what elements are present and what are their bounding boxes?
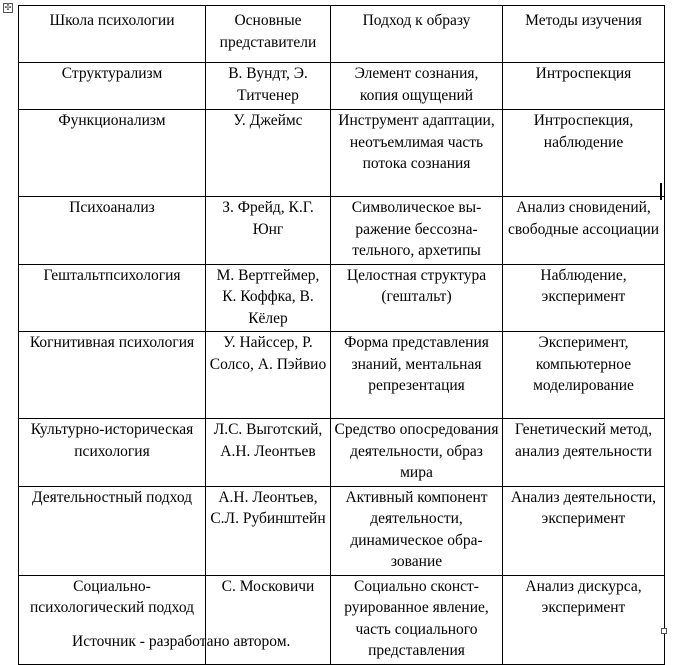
cell-image-approach[interactable]: Целостная структура (гештальт) bbox=[331, 264, 503, 332]
cell-school[interactable]: Гештальтпсихология bbox=[19, 264, 206, 332]
cell-methods[interactable]: Анализ дискурса, эксперимент bbox=[503, 575, 665, 664]
table-row bbox=[19, 110, 665, 197]
cell-image-approach[interactable]: Элемент сознания, копия ощущений bbox=[331, 63, 503, 110]
table-row bbox=[19, 332, 665, 419]
text-cursor bbox=[660, 183, 662, 200]
cell-school[interactable]: Культурно-историческая психология bbox=[19, 419, 206, 487]
cell-representatives[interactable]: С. Московичи bbox=[206, 575, 331, 664]
cell-methods[interactable]: Интроспекция, наблюдение bbox=[503, 110, 665, 197]
cell-methods[interactable]: Наблюдение, эксперимент bbox=[503, 264, 665, 332]
cell-image-approach[interactable]: Активный компонент деятельности, динамическое образование bbox=[331, 486, 503, 575]
cell-image-approach[interactable]: Инструмент адаптации, неотъемлимая часть потока сознания bbox=[331, 110, 503, 197]
table-header-row bbox=[19, 6, 665, 63]
table-move-handle-icon[interactable]: ✣ bbox=[4, 3, 12, 12]
header-image-approach[interactable]: Подход к образу bbox=[331, 6, 503, 63]
table-row bbox=[19, 419, 665, 487]
psychology-schools-table bbox=[18, 5, 665, 665]
cell-image-approach[interactable]: Форма представления знаний, ментальная репрезентация bbox=[331, 332, 503, 419]
cell-representatives[interactable]: А.Н. Леонтьев, С.Л. Рубинштейн bbox=[206, 486, 331, 575]
cell-school[interactable]: Деятельностный подход bbox=[19, 486, 206, 575]
table-resize-handle[interactable] bbox=[661, 628, 667, 634]
cell-methods[interactable]: Генетический метод, анализ деятельности bbox=[503, 419, 665, 487]
cell-methods[interactable]: Эксперимент, компьютерное моделирование bbox=[503, 332, 665, 419]
cell-school[interactable]: Функционализм bbox=[19, 110, 206, 197]
cell-image-approach[interactable]: Символическое выражение бессознательного, архетипы bbox=[331, 197, 503, 265]
table-row bbox=[19, 264, 665, 332]
header-representatives[interactable]: Основные представители bbox=[206, 6, 331, 63]
cell-school[interactable]: Социально-психологический подход bbox=[19, 575, 206, 664]
source-caption[interactable]: Источник - разработано автором. bbox=[72, 633, 291, 650]
cell-representatives[interactable]: У. Джеймс bbox=[206, 110, 331, 197]
cell-methods[interactable]: Интроспекция bbox=[503, 63, 665, 110]
cell-representatives[interactable]: З. Фрейд, К.Г. Юнг bbox=[206, 197, 331, 265]
cell-image-approach[interactable]: Социально сконструированное явление, часть социального представления bbox=[331, 575, 503, 664]
cell-methods[interactable]: Анализ деятельности, эксперимент bbox=[503, 486, 665, 575]
table-row bbox=[19, 486, 665, 575]
header-methods[interactable]: Методы изучения bbox=[503, 6, 665, 63]
cell-image-approach[interactable]: Средство опосредования деятельности, образ мира bbox=[331, 419, 503, 487]
header-school[interactable]: Школа психологии bbox=[19, 6, 206, 63]
cell-representatives[interactable]: М. Вертгеймер, К. Коффка, В. Кёлер bbox=[206, 264, 331, 332]
cell-methods[interactable]: Анализ сновидений, свободные ассоциации bbox=[503, 197, 665, 265]
cell-school[interactable]: Психоанализ bbox=[19, 197, 206, 265]
cell-representatives[interactable]: У. Найссер, Р. Солсо, А. Пэйвио bbox=[206, 332, 331, 419]
cell-representatives[interactable]: Л.С. Выготский, А.Н. Леонтьев bbox=[206, 419, 331, 487]
cell-representatives[interactable]: В. Вундт, Э. Титченер bbox=[206, 63, 331, 110]
cell-school[interactable]: Структурализм bbox=[19, 63, 206, 110]
table-row bbox=[19, 197, 665, 265]
table-row bbox=[19, 63, 665, 110]
cell-school[interactable]: Когнитивная психология bbox=[19, 332, 206, 419]
